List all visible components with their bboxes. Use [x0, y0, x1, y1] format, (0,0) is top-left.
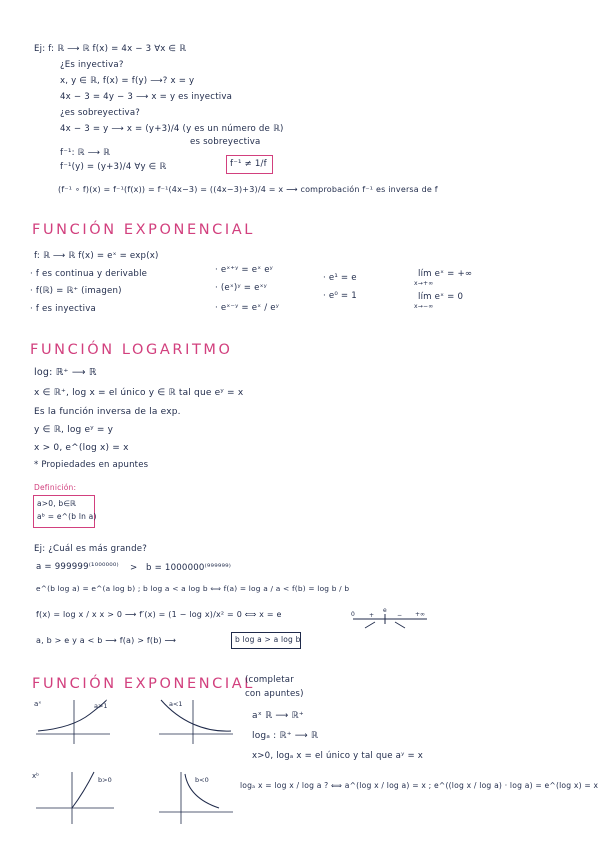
composition-check: (f⁻¹ ∘ f)(x) = f⁻¹(f(x)) = f⁻¹(4x−3) = ((4x−3)+3)/4 = x ⟶ comprobación f⁻¹ es inversa de f	[58, 185, 438, 194]
example2-derivative: f(x) = log x / x x > 0 ⟶ f′(x) = (1 − log x)/x² = 0 ⟺ x = e	[36, 610, 282, 619]
sign-chart-plus: +	[369, 612, 375, 619]
note-complete: (completar	[245, 675, 295, 685]
exp-limit-minus-sub: x→−∞	[414, 303, 434, 310]
log-line1: x ∈ ℝ⁺, log x = el único y ∈ ℝ tal que eʸ = x	[34, 388, 244, 398]
inverse-formula: f⁻¹(y) = (y+3)/4 ∀y ∈ ℝ	[60, 162, 167, 172]
exp-rule-diff: · eˣ⁻ʸ = eˣ / eʸ	[215, 303, 280, 313]
example2-title: Ej: ¿Cuál es más grande?	[34, 544, 147, 554]
graph3-condition: b>0	[98, 776, 112, 784]
exp-rule-power: · (eˣ)ʸ = eˣʸ	[215, 283, 268, 293]
log-line4: x > 0, e^(log x) = x	[34, 443, 129, 453]
exp-definition: f: ℝ ⟶ ℝ f(x) = eˣ = exp(x)	[34, 251, 159, 261]
exp-value-e0: · e⁰ = 1	[323, 291, 357, 301]
inverse-note: f⁻¹ ≠ 1/f	[230, 159, 267, 169]
exp-property-image: · f(ℝ) = ℝ⁺ (imagen)	[30, 286, 122, 296]
graph1-condition: a>1	[94, 702, 108, 710]
note-with-notes: con apuntes)	[245, 689, 304, 699]
exp-value-e1: · e¹ = e	[323, 273, 357, 283]
example2-number-a: a = 999999⁽¹⁰⁰⁰⁰⁰⁰⁾	[36, 562, 119, 572]
exp-limit-plus: lím eˣ = +∞	[418, 269, 473, 279]
injective-step2: 4x − 3 = 4y − 3 ⟶ x = y es inyectiva	[60, 92, 233, 102]
graph3-curve	[72, 772, 94, 808]
exp-a-definition: aˣ ℝ ⟶ ℝ⁺	[252, 711, 304, 721]
exp-limit-plus-sub: x→+∞	[414, 280, 434, 287]
sign-chart-down-arrow	[395, 622, 405, 628]
question-injective: ¿Es inyectiva?	[60, 60, 124, 70]
graph-power-negative	[155, 768, 235, 826]
sign-chart-up-arrow	[365, 622, 375, 628]
log-line5: * Propiedades en apuntes	[34, 460, 149, 470]
surjective-step1: 4x − 3 = y ⟶ x = (y+3)/4 (y es un número de ℝ)	[60, 124, 284, 134]
log-definition: log: ℝ⁺ ⟶ ℝ	[34, 367, 97, 378]
definition-box-line1: a>0, b∈ℝ	[37, 499, 77, 508]
graph-power-positive	[32, 768, 117, 826]
sign-chart-minus: −	[397, 612, 403, 619]
definition-label: Definición:	[34, 483, 77, 492]
exp-property-continuous: · f es continua y derivable	[30, 269, 148, 279]
example1-title: Ej: f: ℝ ⟶ ℝ f(x) = 4x − 3 ∀x ∈ ℝ	[34, 44, 187, 54]
example2-number-b: b = 1000000⁽⁹⁹⁹⁹⁹⁹⁾	[146, 563, 232, 573]
graph3-label: xᵇ	[32, 772, 40, 780]
injective-step1: x, y ∈ ℝ, f(x) = f(y) ⟶? x = y	[60, 76, 195, 86]
sign-chart-e: e	[383, 607, 387, 614]
graph-exp-decay	[155, 696, 235, 746]
log-a-definition: logₐ : ℝ⁺ ⟶ ℝ	[252, 731, 319, 741]
graph4-condition: b<0	[195, 776, 209, 784]
graph-exp-growth	[32, 696, 112, 746]
heading-exponential: FUNCIÓN EXPONENCIAL	[32, 222, 255, 238]
example2-result: b log a > a log b	[235, 635, 301, 644]
log-a-unique: x>0, logₐ x = el único y tal que aʸ = x	[252, 751, 424, 761]
definition-box-line2: aᵇ = e^(b ln a)	[37, 512, 97, 521]
question-surjective: ¿es sobreyectiva?	[60, 108, 141, 118]
example2-comparison: e^(b log a) = e^(a log b) ; b log a < a log b ⟺ f(a) = log a / a < f(b) = log b / b	[36, 584, 350, 593]
log-line2: Es la función inversa de la exp.	[34, 407, 181, 417]
sign-chart-inf: +∞	[415, 611, 426, 618]
example2-conclusion: a, b > e y a < b ⟶ f(a) > f(b) ⟶	[36, 636, 177, 645]
log-line3: y ∈ ℝ, log eʸ = y	[34, 425, 114, 435]
sign-chart	[345, 606, 435, 636]
inverse-definition: f⁻¹: ℝ ⟶ ℝ	[60, 148, 111, 158]
graph2-condition: a<1	[169, 700, 183, 708]
heading-logarithm: FUNCIÓN LOGARITMO	[30, 342, 233, 358]
example2-greater: >	[130, 563, 138, 573]
graph1-label: aˣ	[34, 700, 42, 708]
exp-rule-sum: · eˣ⁺ʸ = eˣ eʸ	[215, 265, 274, 275]
heading-exponential-2: FUNCIÓN EXPONENCIAL	[32, 676, 255, 692]
sign-chart-zero: 0	[351, 611, 355, 618]
exp-property-injective: · f es inyectiva	[30, 304, 96, 314]
surjective-conclusion: es sobreyectiva	[190, 137, 261, 147]
exp-limit-minus: lím eˣ = 0	[418, 292, 464, 302]
change-of-base: logₐ x = log x / log a ? ⟺ a^(log x / log a) = x ; e^((log x / log a) · log a) = e^(log x) = x	[240, 781, 599, 790]
